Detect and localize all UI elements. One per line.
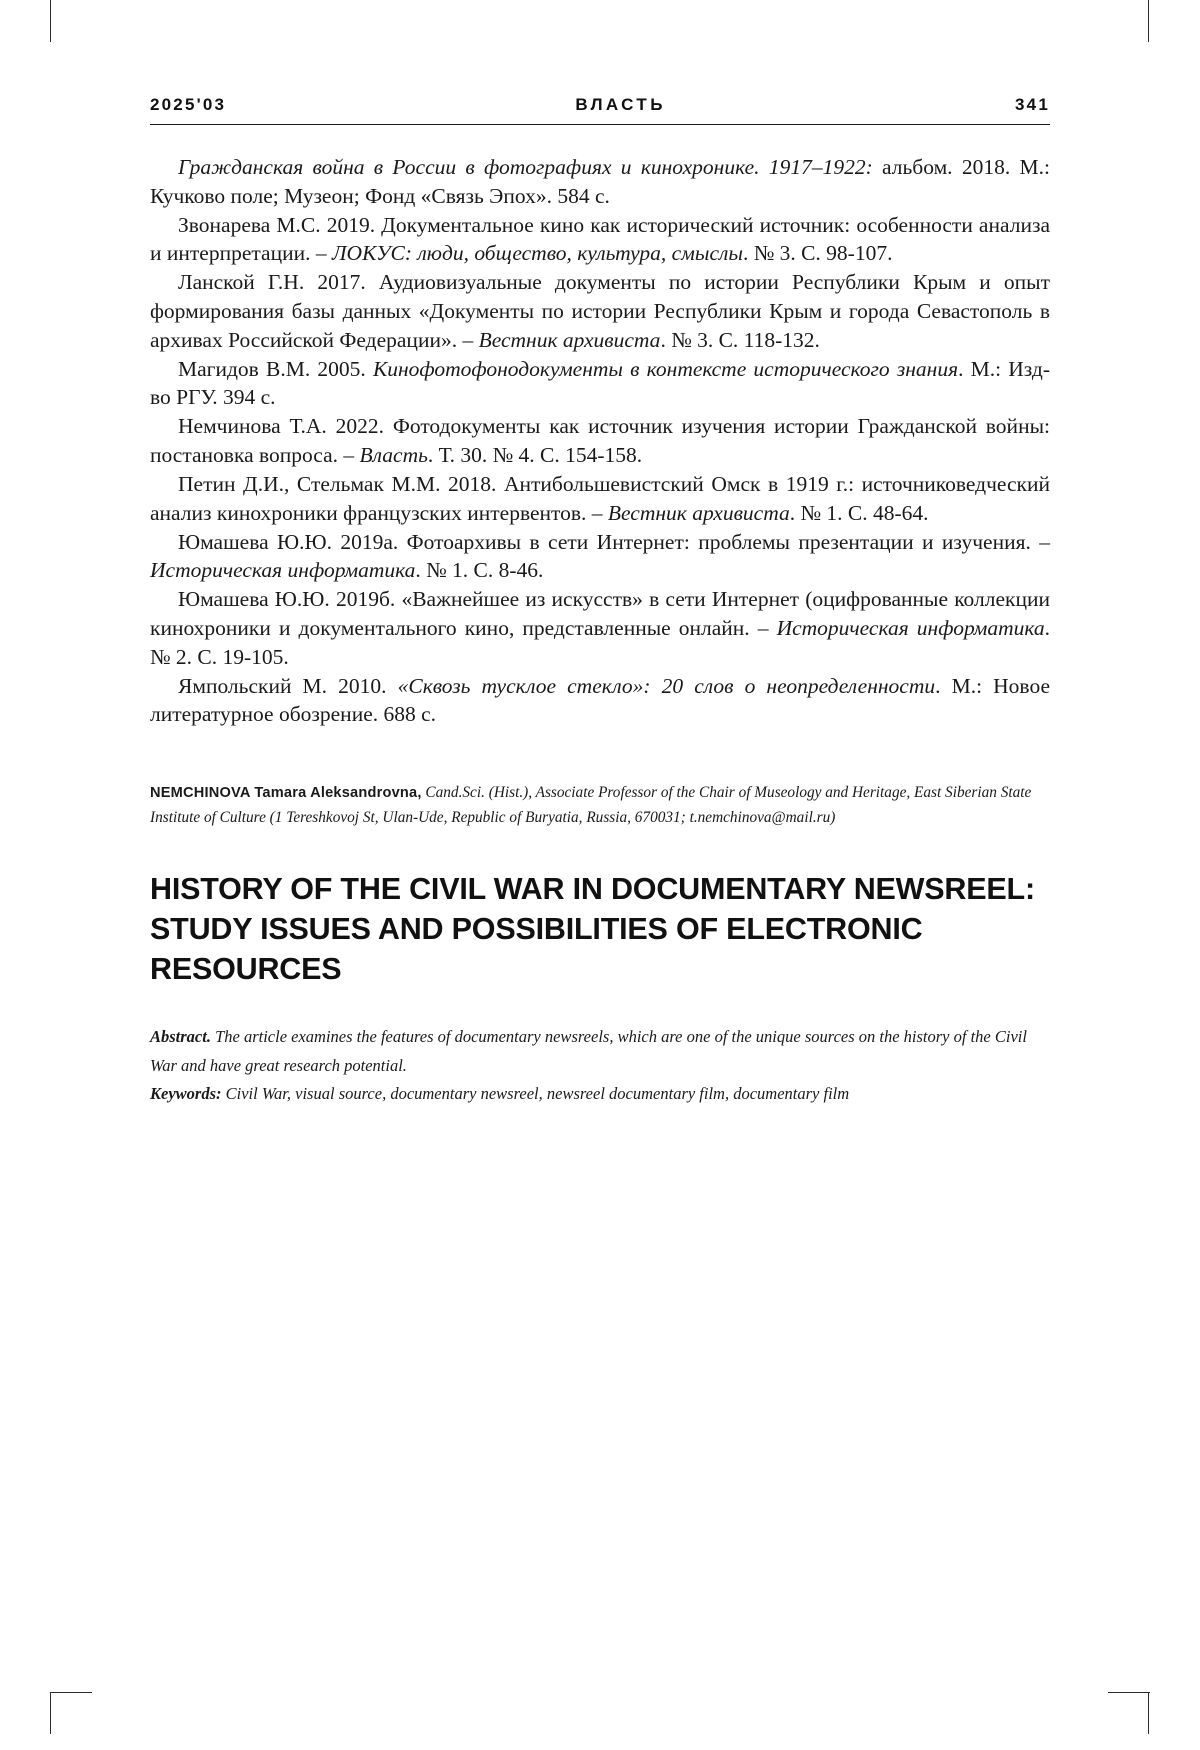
bibliography-entry-run: . № 1. С. 48-64. — [789, 500, 929, 525]
crop-mark-top-left — [50, 0, 51, 42]
bibliography-entry — [150, 672, 1050, 729]
bibliography-entry-run: . № 3. С. 98-107. — [742, 241, 893, 266]
abstract-label: Abstract. — [150, 1027, 211, 1047]
bibliography-entry-run: Немчинова Т.А. 2022. Фотодокументы как источник изучения истории Гражданской войны: постановка вопроса. – — [150, 414, 1050, 467]
bibliography-entry-run: . № 1. С. 8-46. — [415, 558, 544, 583]
keywords-paragraph — [150, 1080, 1050, 1108]
author-name: NEMCHINOVA Tamara Aleksandrovna, — [150, 784, 422, 801]
crop-mark-bottom-right-v — [1148, 1692, 1149, 1734]
crop-mark-bottom-left — [50, 1692, 92, 1693]
bibliography-entry — [150, 355, 1050, 412]
bibliography-entry-run: . Т. 30. № 4. С. 154-158. — [427, 442, 643, 467]
bibliography-entry-run: Магидов В.М. 2005. — [178, 356, 373, 381]
page-number: 341 — [1015, 95, 1050, 114]
bibliography-entry-run: Петин Д.И., Стельмак М.М. 2018. Антибольшевистский Омск в 1919 г.: источниковедческий анализ кинохроники французских интервентов. – — [150, 472, 1050, 525]
bibliography-entry-run: альбом. 2018. М.: Кучково поле; Музеон; Фонд «Связь Эпох». 584 с. — [150, 155, 1050, 208]
abstract-text: The article examines the features of documentary newsreels, which are one of the unique sources on the history of the Civil War and have great research potential. — [150, 1027, 1027, 1075]
bibliography-entry — [150, 153, 1050, 210]
bibliography-entry — [150, 412, 1050, 469]
header-divider — [150, 124, 1050, 125]
author-affiliation: Cand.Sci. (Hist.), Associate Professor of the Chair of Museology and Heritage, East Siberian State Institute of Culture (1 Tereshkovoj St, Ulan-Ude, Republic of Buryatia, Russia, 670031; t.nemchinova@mail.ru) — [150, 783, 1032, 826]
bibliography-entry-run: Юмашева Ю.Ю. 2019б. «Важнейшее из искусств» в сети Интернет (оцифрованные коллекции кинохроники и документального кино, представленные онлайн. – — [150, 587, 1050, 640]
running-head-issue: 2025'03 — [150, 95, 227, 114]
bibliography-entry-run: Историческая информатика — [776, 616, 1045, 640]
abstract-paragraph — [150, 1023, 1050, 1080]
bibliography-entry-run: . № 2. С. 19-105. — [150, 616, 1051, 669]
page-title: HISTORY OF THE CIVIL WAR IN DOCUMENTARY NEWSREEL: STUDY ISSUES AND POSSIBILITIES OF ELECTRONIC RESOURCES — [150, 872, 1035, 986]
bibliography-entry-run: Ямпольский М. 2010. — [178, 673, 398, 698]
bibliography-entry — [150, 211, 1050, 268]
bibliography-entry-run: Вестник архивиста — [478, 327, 661, 352]
crop-mark-top-right — [1148, 0, 1149, 42]
bibliography-entry-run: Кинофотофонодокументы в контексте исторического знания — [372, 356, 959, 381]
running-head-journal: ВЛАСТЬ — [575, 95, 666, 114]
bibliography-entry-run: Вестник архивиста — [607, 500, 790, 525]
crop-mark-bottom-left-v — [50, 1692, 51, 1734]
bibliography-entry-run: . М.: Новое литературное обозрение. 688 с. — [150, 673, 1050, 727]
page-content — [150, 95, 1050, 1108]
keywords-text: Civil War, visual source, documentary newsreel, newsreel documentary film, documentary film — [225, 1084, 850, 1104]
author-block — [150, 781, 1050, 831]
bibliography-entry-run: Звонарева М.С. 2019. Документальное кино как исторический источник: особенности анализа и интерпретации. – — [150, 212, 1050, 266]
bibliography-entry-run: Историческая информатика — [150, 558, 416, 583]
bibliography-entry-run: ЛОКУС: люди, общество, культура, смыслы — [331, 241, 743, 266]
bibliography-entry-run: . № 3. С. 118-132. — [660, 327, 820, 352]
bibliography-entry-run: . М.: Изд-во РГУ. 394 с. — [150, 356, 1050, 410]
crop-mark-bottom-right — [1108, 1692, 1150, 1693]
bibliography-entry-run: Гражданская война в России в фотографиях и кинохронике. 1917–1922: — [178, 155, 873, 179]
bibliography-entry-run: «Сквозь тусклое стекло»: 20 слов о неопределенности — [397, 673, 936, 698]
running-head — [150, 95, 1050, 115]
bibliography-entry-run: Власть — [359, 442, 428, 467]
bibliography-entry — [150, 268, 1050, 354]
bibliography-entry-run: Ланской Г.Н. 2017. Аудиовизуальные документы по истории Республики Крым и опыт формирования базы данных «Документы по истории Республики Крым и города Севастополь в архивах Российской Федерации». – — [150, 270, 1050, 352]
bibliography-entry — [150, 528, 1050, 585]
abstract-block — [150, 1023, 1050, 1108]
bibliography-entry — [150, 585, 1050, 671]
bibliography-list — [150, 153, 1050, 729]
bibliography-entry — [150, 470, 1050, 527]
bibliography-entry-run: Юмашева Ю.Ю. 2019а. Фотоархивы в сети Интернет: проблемы презентации и изучения. – — [178, 529, 1050, 554]
keywords-label: Keywords: — [150, 1084, 222, 1104]
